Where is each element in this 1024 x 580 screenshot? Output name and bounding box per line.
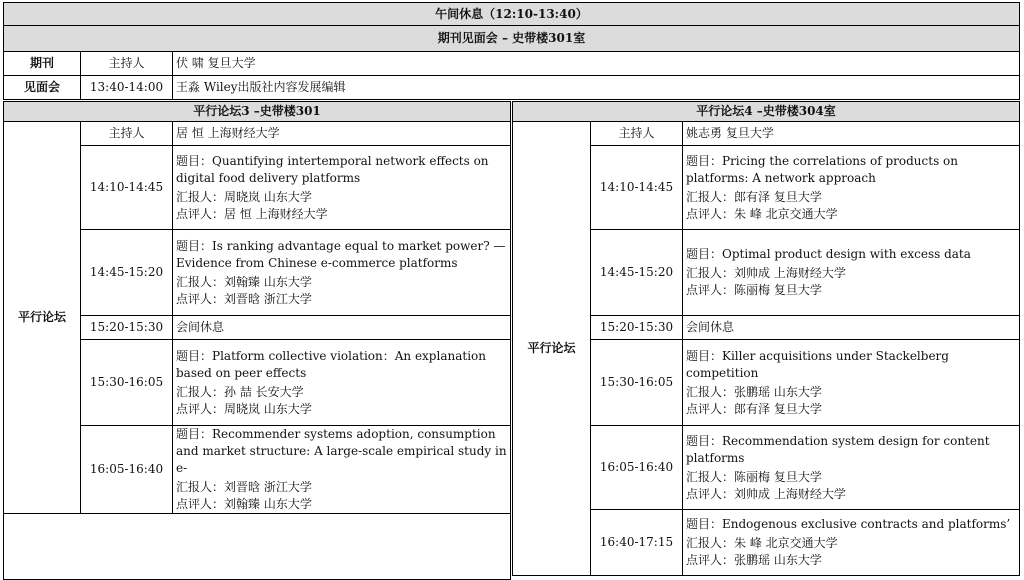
journal-speaker: 王淼 Wiley出版社内容发展编辑: [173, 76, 1020, 100]
session-discussant: 点评人：居 恒 上海财经大学: [176, 206, 328, 221]
session-title: 题目：Pricing the correlations of products on platforms: A network approach: [686, 153, 958, 185]
session-discussant: 点评人：周晓岚 山东大学: [176, 401, 312, 416]
forum-4-band: 平行论坛4 –史带楼304室: [513, 102, 1020, 122]
session-discussant: 点评人：刘帅成 上海财经大学: [686, 486, 846, 501]
forum-3-section-label: 平行论坛: [4, 122, 81, 514]
session-presenter: 汇报人：郎有泽 复旦大学: [686, 189, 822, 204]
session-presenter: 汇报人：刘晋晗 浙江大学: [176, 480, 312, 494]
session-presenter: 汇报人：陈丽梅 复旦大学: [686, 469, 822, 484]
forum-3: [3, 101, 511, 580]
session-discussant: 点评人：张鹏瑶 山东大学: [686, 553, 822, 567]
session-presenter: 汇报人：刘帅成 上海财经大学: [686, 266, 846, 280]
session-time: 14:45-15:20: [591, 230, 683, 316]
session-title: 题目：Killer acquisitions under Stackelberg competition: [686, 348, 949, 380]
forum-3-table: [3, 101, 511, 580]
forum-4-section-label: 平行论坛: [513, 122, 591, 576]
session-title: 题目：Optimal product design with excess data: [686, 247, 971, 261]
empty-row: [4, 514, 511, 580]
session-title: 题目：Recommendation system design for content platforms: [686, 433, 990, 465]
session-discussant: 点评人：郎有泽 复旦大学: [686, 401, 822, 416]
journal-host-label: 主持人: [81, 52, 173, 76]
session-discussant: 点评人：刘翰臻 山东大学: [176, 497, 312, 511]
session-time: 16:05-16:40: [81, 426, 173, 514]
empty-cell: [4, 514, 511, 580]
journal-label-2: 见面会: [4, 76, 81, 100]
forum-4-table: [512, 101, 1020, 576]
forum-4: [512, 101, 1020, 576]
session-discussant: 点评人：朱 峰 北京交通大学: [686, 206, 838, 221]
lunch-band: 午间休息（12:10-13:40）: [4, 3, 1020, 26]
forum-3-host: 居 恒 上海财经大学: [173, 122, 511, 146]
session-time: 14:45-15:20: [81, 230, 173, 316]
session-time: 16:05-16:40: [591, 426, 683, 510]
forum-3-band: 平行论坛3 –史带楼301: [4, 102, 511, 122]
session-time: 14:10-14:45: [591, 146, 683, 230]
session-title: 题目：Recommender systems adoption, consumption and market structure: A large-scale empirical study in e-: [176, 427, 507, 475]
session-discussant: 点评人：刘晋晗 浙江大学: [176, 291, 312, 306]
session-time: 15:30-16:05: [81, 340, 173, 426]
session-presenter: 汇报人：张鹏瑶 山东大学: [686, 384, 822, 399]
break-label: 会间休息: [683, 316, 1020, 340]
table-row: [4, 230, 511, 316]
journal-host: 伏 啸 复旦大学: [173, 52, 1020, 76]
table-row: [4, 146, 511, 230]
journal-table: [3, 2, 1020, 100]
session-title: 题目：Endogenous exclusive contracts and platforms’: [686, 517, 1011, 531]
session-presenter: 汇报人：周晓岚 山东大学: [176, 189, 312, 204]
break-time: 15:20-15:30: [591, 316, 683, 340]
session-presenter: 汇报人：孙 喆 长安大学: [176, 384, 304, 399]
table-row: [4, 340, 511, 426]
session-time: 15:30-16:05: [591, 340, 683, 426]
session-title: 题目：Platform collective violation：An explanation based on peer effects: [176, 348, 486, 380]
session-presenter: 汇报人：刘翰臻 山东大学: [176, 274, 312, 289]
journal-label: 期刊: [4, 52, 81, 76]
table-row: [4, 316, 511, 340]
journal-time: 13:40-14:00: [81, 76, 173, 100]
session-title: 题目：Is ranking advantage equal to market power? — Evidence from Chinese e-commerce platforms: [176, 238, 506, 270]
schedule: [3, 2, 1020, 577]
session-discussant: 点评人：陈丽梅 复旦大学: [686, 283, 822, 297]
journal-band: 期刊见面会 – 史带楼301室: [4, 26, 1020, 52]
table-row: [4, 426, 511, 514]
session-presenter: 汇报人：朱 峰 北京交通大学: [686, 536, 838, 550]
session-time: 14:10-14:45: [81, 146, 173, 230]
forum-4-host: 姚志勇 复旦大学: [683, 122, 1020, 146]
session-time: 16:40-17:15: [591, 510, 683, 576]
session-title: 题目：Quantifying intertemporal network effects on digital food delivery platforms: [176, 153, 489, 185]
forum-4-host-label: 主持人: [591, 122, 683, 146]
break-label: 会间休息: [173, 316, 511, 340]
forum-3-host-label: 主持人: [81, 122, 173, 146]
break-time: 15:20-15:30: [81, 316, 173, 340]
